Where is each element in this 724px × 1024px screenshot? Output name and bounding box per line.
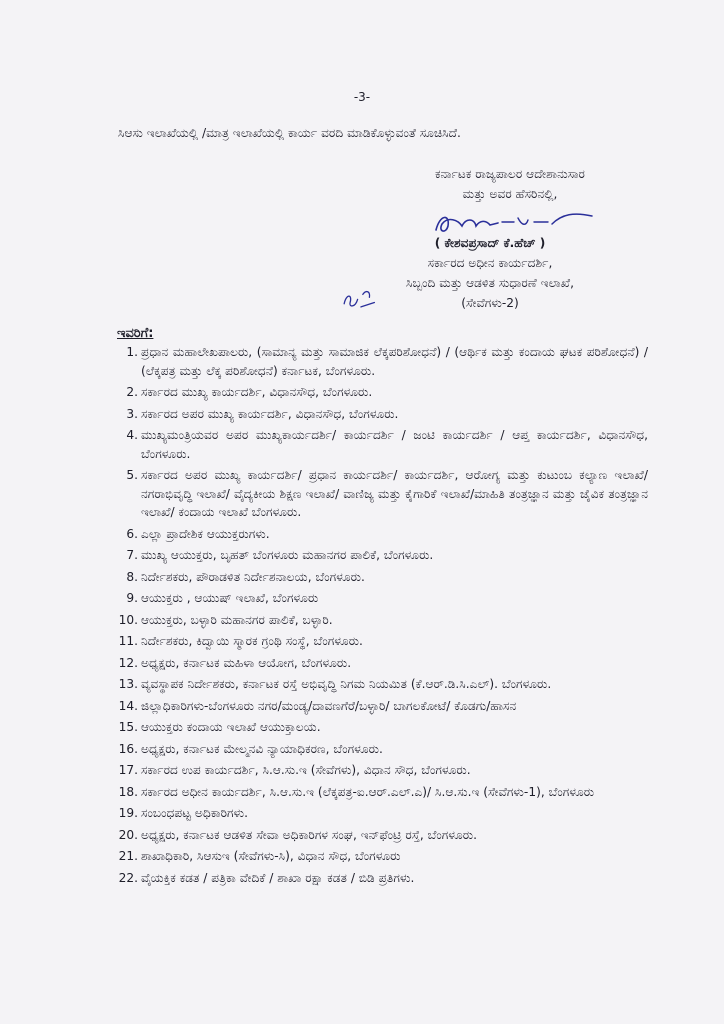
list-item-number: 4.: [126, 428, 138, 442]
list-item-text: ಸರ್ಕಾರದ ಉಪ ಕಾರ್ಯದರ್ಶಿ, ಸಿ.ಆ.ಸು.ಇ (ಸೇವೆಗಳು), ವಿಧಾನ ಸೌಧ, ಬೆಂಗಳೂರು.: [141, 763, 471, 777]
list-item-text: ಜಿಲ್ಲಾಧಿಕಾರಿಗಳು-ಬೆಂಗಳೂರು ನಗರ/ಮಂಡ್ಯ/ದಾವಣಗೆರೆ/ಬಳ್ಳಾರಿ/ ಬಾಗಲಕೋಟೆ/ ಕೊಡಗು/ಹಾಸನ: [141, 698, 517, 713]
list-item-text: ಮುಖ್ಯ ಆಯುಕ್ತರು, ಬೃಹತ್ ಬೆಂಗಳೂರು ಮಹಾನಗರ ಪಾಲಿಕೆ, ಬೆಂಗಳೂರು.: [141, 548, 434, 562]
list-item-text: ಆಯುಕ್ತರು , ಆಯುಷ್ ಇಲಾಖೆ, ಬೆಂಗಳೂರು: [141, 591, 319, 605]
list-item: [96, 383, 648, 402]
list-item-number: 2.: [126, 385, 138, 399]
list-item: [96, 568, 648, 587]
list-item: [96, 546, 648, 565]
list-item-number: 21.: [118, 849, 138, 863]
list-item: [96, 466, 648, 522]
list-item: [96, 697, 648, 716]
list-item: [96, 869, 648, 888]
list-item-text: ಸರ್ಕಾರದ ಅಧೀನ ಕಾರ್ಯದರ್ಶಿ, ಸಿ.ಆ.ಸು.ಇ (ಲೆಕ್ಕಪತ್ರ-ಐ.ಆರ್.ಎಲ್.ಎ)/ ಸಿ.ಆ.ಸು.ಇ (ಸೇವೆಗಳು-1), ಬೆಂಗಳೂರು: [141, 784, 595, 799]
list-item: [96, 826, 648, 845]
list-item-number: 1.: [126, 345, 138, 359]
list-item-text: ಪ್ರಧಾನ ಮಹಾಲೇಖಪಾಲರು, (ಸಾಮಾನ್ಯ ಮತ್ತು ಸಾಮಾಜಿಕ ಲೆಕ್ಕಪರಿಶೋಧನೆ) / (ಆರ್ಥಿಕ ಮತ್ತು ಕಂದಾಯ ಘಟಕ ಪರಿಶೋಧನೆ) / (ಲೆಕ್ಕಪತ್ರ ಮತ್ತು ಲೆಕ್ಕ ಪರಿಶೋಧನೆ) ಕರ್ನಾಟಕ, ಬೆಂಗಳೂರು.: [141, 345, 648, 378]
list-item-text: ಆಯುಕ್ತರು, ಬಳ್ಳಾರಿ ಮಹಾನಗರ ಪಾಲಿಕೆ, ಬಳ್ಳಾರಿ.: [141, 612, 333, 627]
recipient-list: [96, 343, 648, 890]
list-item-number: 17.: [118, 763, 138, 777]
list-item-number: 5.: [126, 468, 138, 482]
list-item: [96, 783, 648, 802]
list-item-text: ವೈಯಕ್ತಿಕ ಕಡತ / ಪತ್ರಿಕಾ ವೇದಿಕೆ / ಶಾಖಾ ರಕ್ಷಾ ಕಡತ / ಬಿಡಿ ಪ್ರತಿಗಳು.: [141, 870, 415, 885]
list-item-number: 14.: [118, 698, 138, 713]
list-item: [96, 675, 648, 694]
list-item: [96, 632, 648, 651]
list-item-text: ನಿರ್ದೇಶಕರು, ಪೌರಾಡಳಿತ ನಿರ್ದೇಶನಾಲಯ, ಬೆಂಗಳೂರು.: [141, 569, 365, 584]
list-item-text: ಸರ್ಕಾರದ ಅಪರ ಮುಖ್ಯ ಕಾರ್ಯದರ್ಶಿ, ವಿಧಾನಸೌಧ, ಬೆಂಗಳೂರು.: [141, 406, 399, 421]
lead-instruction: ಸಿಆಸು ಇಲಾಖೆಯಲ್ಲಿ /ಮಾತ್ರ ಇಲಾಖೆಯಲ್ಲಿ ಕಾರ್ಯ ವರದಿ ಮಾಡಿಕೊಳ್ಳುವಂತೆ ಸೂಚಿಸಿದೆ.: [118, 126, 461, 140]
list-item: [96, 654, 648, 673]
list-item-number: 18.: [118, 784, 138, 799]
list-item-number: 10.: [118, 612, 138, 627]
list-item-number: 11.: [118, 634, 138, 648]
recipients-heading: ಇವರಿಗೆ:: [117, 326, 154, 341]
list-item-number: 7.: [126, 548, 138, 562]
list-item-text: ಅಧ್ಯಕ್ಷರು, ಕರ್ನಾಟಕ ಮೇಲ್ಮನವಿ ನ್ಯಾಯಾಧಿಕರಣ, ಬೆಂಗಳೂರು.: [141, 741, 383, 756]
list-item-number: 3.: [126, 406, 138, 421]
list-item-text: ಸಂಬಂಧಪಟ್ಟ ಅಧಿಕಾರಿಗಳು.: [141, 806, 249, 820]
list-item-text: ಅಧ್ಯಕ್ಷರು, ಕರ್ನಾಟಕ ಮಹಿಳಾ ಆಯೋಗ, ಬೆಂಗಳೂರು.: [141, 655, 352, 670]
signatory-name: ( ಕೇಶವಪ್ರಸಾದ್ ಕೆ.ಹೆಚ್ ): [434, 236, 546, 250]
order-line-1: ಕರ್ನಾಟಕ ರಾಜ್ಯಪಾಲರ ಆದೇಶಾನುಸಾರ: [435, 167, 585, 181]
order-authority: [360, 164, 660, 204]
list-item-text: ಎಲ್ಲಾ ಪ್ರಾದೇಶಿಕ ಆಯುಕ್ತರುಗಳು.: [141, 526, 270, 541]
list-item: [96, 405, 648, 424]
page-number: -3-: [353, 90, 371, 104]
list-item-number: 13.: [118, 677, 138, 691]
list-item: [96, 761, 648, 780]
list-item-number: 19.: [118, 806, 138, 820]
list-item-text: ಶಾಖಾಧಿಕಾರಿ, ಸಿಆಸುಇ (ಸೇವೆಗಳು-ಸಿ), ವಿಧಾನ ಸೌಧ, ಬೆಂಗಳೂರು: [141, 849, 401, 863]
handwritten-initials: [338, 284, 382, 320]
list-item: [96, 804, 648, 823]
list-item: [96, 740, 648, 759]
order-line-2: ಮತ್ತು ಅವರ ಹೆಸರಿನಲ್ಲಿ,: [462, 187, 558, 201]
list-item-text: ಅಧ್ಯಕ್ಷರು, ಕರ್ನಾಟಕ ಆಡಳಿತ ಸೇವಾ ಅಧಿಕಾರಿಗಳ ಸಂಘ, ಇನ್‌ಫೆಂಟ್ರಿ ರಸ್ತೆ, ಬೆಂಗಳೂರು.: [141, 827, 477, 842]
list-item-text: ಮುಖ್ಯಮಂತ್ರಿಯವರ ಅಪರ ಮುಖ್ಯಕಾರ್ಯದರ್ಶಿ/ ಕಾರ್ಯದರ್ಶಿ / ಜಂಟಿ ಕಾರ್ಯದರ್ಶಿ / ಆಪ್ತ ಕಾರ್ಯದರ್ಶಿ, ವಿಧಾನಸೌಧ, ಬೆಂಗಳೂರು.: [141, 428, 648, 461]
list-item: [96, 525, 648, 544]
signatory-designation: ಸರ್ಕಾರದ ಅಧೀನ ಕಾರ್ಯದರ್ಶಿ,: [427, 256, 553, 270]
list-item-number: 6.: [126, 526, 138, 541]
list-item-number: 22.: [118, 870, 138, 885]
list-item-text: ನಿರ್ದೇಶಕರು, ಕಿದ್ವಾಯಿ ಸ್ಮಾರಕ ಗ್ರಂಥಿ ಸಂಸ್ಥೆ, ಬೆಂಗಳೂರು.: [141, 634, 363, 648]
list-item: [96, 589, 648, 608]
list-item-text: ಸರ್ಕಾರದ ಮುಖ್ಯ ಕಾರ್ಯದರ್ಶಿ, ವಿಧಾನಸೌಧ, ಬೆಂಗಳೂರು.: [141, 385, 373, 399]
list-item-text: ಸರ್ಕಾರದ ಅಪರ ಮುಖ್ಯ ಕಾರ್ಯದರ್ಶಿ/ ಪ್ರಧಾನ ಕಾರ್ಯದರ್ಶಿ/ ಕಾರ್ಯದರ್ಶಿ, ಆರೋಗ್ಯ ಮತ್ತು ಕುಟುಂಬ ಕಲ್ಯಾಣ ಇಲಾಖೆ/ನಗರಾಭಿವೃದ್ಧಿ ಇಲಾಖೆ/ ವೈದ್ಯಕೀಯ ಶಿಕ್ಷಣ ಇಲಾಖೆ/ ವಾಣಿಜ್ಯ ಮತ್ತು ಕೈಗಾರಿಕೆ ಇಲಾಖೆ/ಮಾಹಿತಿ ತಂತ್ರಜ್ಞಾನ ಮತ್ತು ಜೈವಿಕ ತಂತ್ರಜ್ಞಾನ ಇಲಾಖೆ/ ಕಂದಾಯ ಇಲಾಖೆ ಬೆಂಗಳೂರು.: [141, 468, 648, 519]
list-item-number: 12.: [118, 655, 138, 670]
list-item: [96, 343, 648, 380]
list-item-number: 20.: [118, 827, 138, 842]
list-item-number: 15.: [118, 720, 138, 734]
list-item: [96, 426, 648, 463]
list-item-number: 8.: [126, 569, 138, 584]
list-item-text: ಆಯುಕ್ತರು ಕಂದಾಯ ಇಲಾಖೆ ಆಯುಕ್ತಾಲಯ.: [141, 720, 321, 734]
signatory-department: ಸಿಬ್ಬಂದಿ ಮತ್ತು ಆಡಳಿತ ಸುಧಾರಣೆ ಇಲಾಖೆ,: [406, 276, 574, 290]
list-item-text: ವ್ಯವಸ್ಥಾಪಕ ನಿರ್ದೇಶಕರು, ಕರ್ನಾಟಕ ರಸ್ತೆ ಅಭಿವೃದ್ಧಿ ನಿಗಮ ನಿಯಮಿತ (ಕೆ.ಆರ್.ಡಿ.ಸಿ.ಎಲ್). ಬೆಂಗಳೂರು.: [141, 677, 552, 691]
list-item-number: 9.: [126, 591, 138, 605]
list-item: [96, 718, 648, 737]
list-item-number: 16.: [118, 741, 138, 756]
signatory-section: (ಸೇವೆಗಳು-2): [461, 296, 519, 310]
list-item: [96, 847, 648, 866]
list-item: [96, 611, 648, 630]
